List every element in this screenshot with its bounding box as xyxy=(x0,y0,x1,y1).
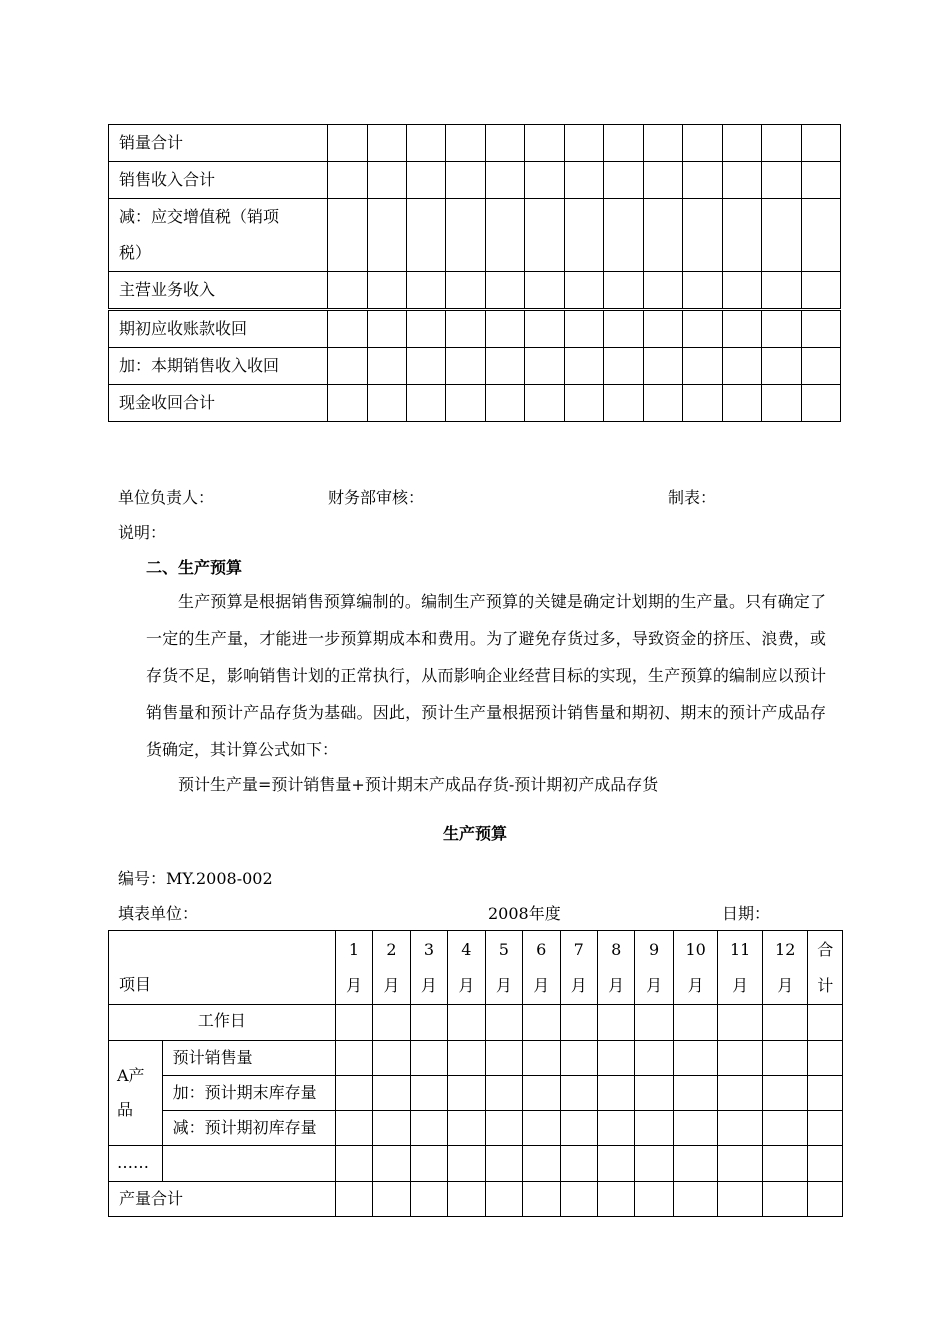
month-header: 11 月 xyxy=(718,931,763,1005)
month-header: 8 月 xyxy=(597,931,634,1005)
month-header: 4 月 xyxy=(448,931,485,1005)
unit-head-label: 单位负责人： xyxy=(118,488,215,507)
row-label-vat-line2: 税） xyxy=(119,243,152,262)
row-label-opening-receivables: 期初应收账款收回 xyxy=(109,310,328,348)
row-label-sales-volume-total: 销量合计 xyxy=(109,125,328,162)
header-item: 项目 xyxy=(109,931,336,1005)
month-header: 5 月 xyxy=(485,931,522,1005)
row-label-ellipsis: …… xyxy=(109,1146,163,1182)
row-label-opening-inventory: 减：预计期初库存量 xyxy=(162,1111,335,1146)
row-label-expected-sales: 预计销售量 xyxy=(162,1041,335,1076)
sales-budget-table xyxy=(108,124,841,422)
total-header: 合 计 xyxy=(808,931,843,1005)
production-formula: 预计生产量=预计销售量+预计期末产成品存货-预计期初产成品存货 xyxy=(178,775,659,794)
month-header: 10 月 xyxy=(673,931,718,1005)
production-budget-table xyxy=(108,930,843,1217)
production-table-title: 生产预算 xyxy=(443,824,508,843)
row-label-workday: 工作日 xyxy=(109,1005,336,1041)
fill-unit-label: 填表单位： xyxy=(118,904,199,923)
row-label-current-collections: 加：本期销售收入收回 xyxy=(109,348,328,385)
section-paragraph: 生产预算是根据销售预算编制的。编制生产预算的关键是确定计划期的生产量。只有确定了一定的生产量，才能进一步预算期成本和费用。为了避免存货过多，导致资金的挤压、浪费，或存货不足，影响销售计划的正常执行，从而影响企业经营目标的实现，生产预算的编制应以预计销售量和预计产品存货为基础。因此，预计生产量根据预计销售量和期初、期末的预计产成品存货确定，其计算公式如下： xyxy=(146,592,826,759)
month-header: 6 月 xyxy=(523,931,560,1005)
row-label-vat xyxy=(109,199,328,272)
month-header: 12 月 xyxy=(762,931,808,1005)
row-label-output-total: 产量合计 xyxy=(109,1182,336,1217)
note-label: 说明： xyxy=(118,523,167,542)
month-header: 9 月 xyxy=(635,931,673,1005)
document-number: 编号：MY.2008-002 xyxy=(118,869,273,888)
prepared-by-label: 制表： xyxy=(668,488,717,507)
section-heading: 二、生产预算 xyxy=(146,558,243,577)
date-label: 日期： xyxy=(722,904,771,923)
product-a-label: A产 品 xyxy=(109,1041,163,1146)
month-header: 3 月 xyxy=(410,931,447,1005)
row-label-vat-line1: 减：应交增值税（销项 xyxy=(119,207,280,226)
row-label-main-business-revenue: 主营业务收入 xyxy=(109,272,328,310)
month-header: 1 月 xyxy=(335,931,372,1005)
month-header: 7 月 xyxy=(560,931,597,1005)
month-header: 2 月 xyxy=(373,931,410,1005)
row-label-cash-collections-total: 现金收回合计 xyxy=(109,385,328,422)
row-label-sales-revenue-total: 销售收入合计 xyxy=(109,162,328,199)
budget-year: 2008年度 xyxy=(488,904,561,923)
row-label-ending-inventory: 加：预计期末库存量 xyxy=(162,1076,335,1111)
finance-review-label: 财务部审核： xyxy=(328,488,425,507)
